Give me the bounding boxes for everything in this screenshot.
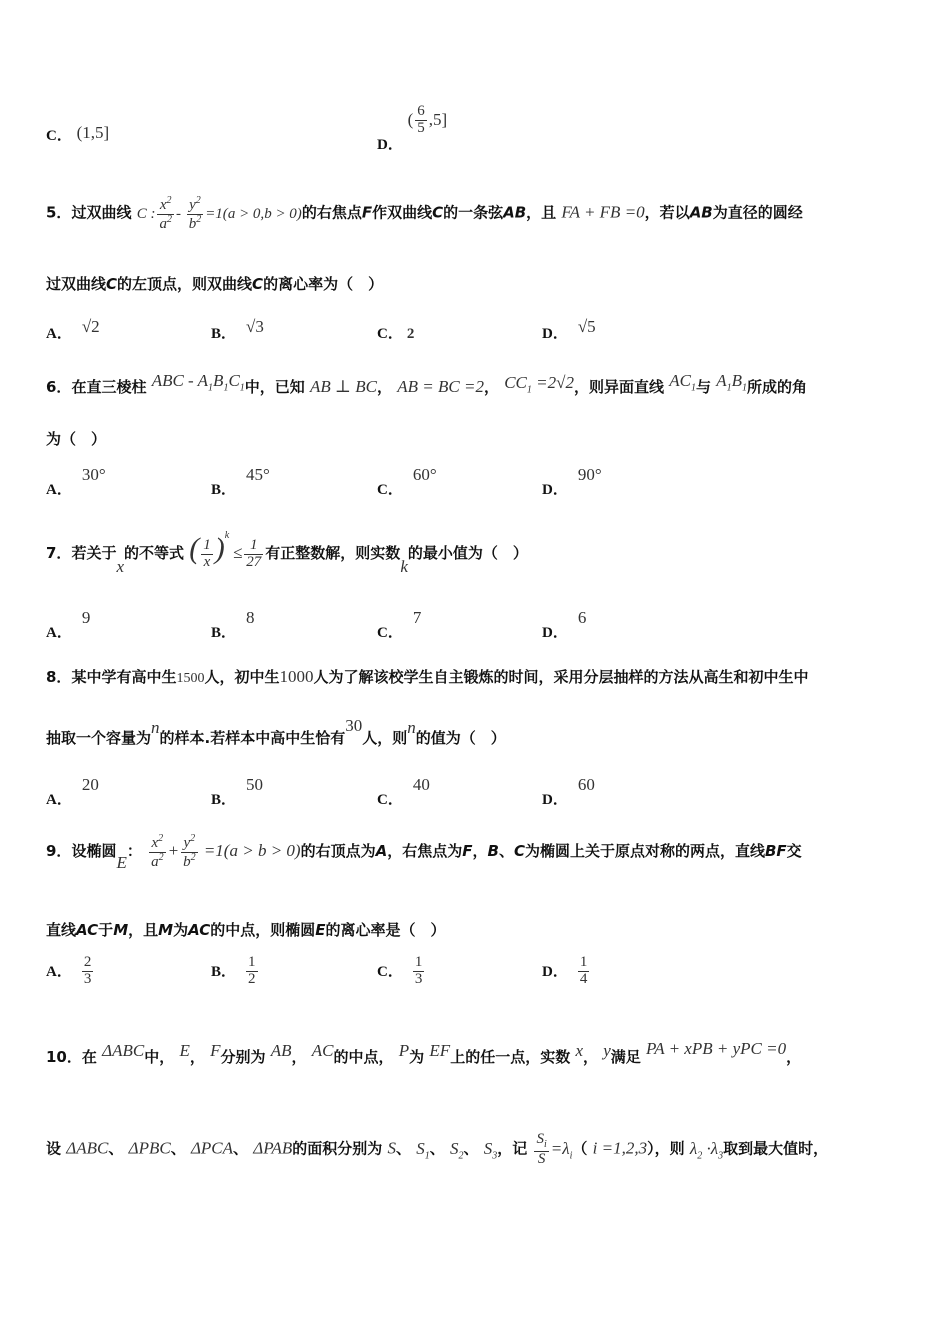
option-label: B． <box>211 792 237 808</box>
option-value: 20 <box>81 775 99 794</box>
option-label: C． <box>377 792 403 808</box>
text: 上的任一点，实数 <box>450 1048 571 1066</box>
text: 取到最大值时， <box>723 1139 829 1158</box>
curve-c: C <box>106 275 118 293</box>
option-label: A． <box>46 625 72 641</box>
variable-x: x <box>575 1041 583 1060</box>
number-30: 30 <box>345 716 363 735</box>
point-m: M <box>158 921 174 939</box>
point-b: B <box>487 842 499 861</box>
question-9-line-2 <box>46 919 446 940</box>
text: 某中学有高中生 <box>71 668 177 686</box>
text: 在直三棱柱 <box>71 378 147 396</box>
triangle-abc: ΔABC <box>66 1138 109 1158</box>
text: 人，则 <box>362 729 408 747</box>
q6-option-d[interactable] <box>542 465 602 499</box>
option-fraction <box>578 955 590 988</box>
text: ， <box>786 1048 802 1066</box>
text: 为 <box>173 921 189 939</box>
q6-option-c[interactable] <box>377 465 437 499</box>
option-value: √3 <box>246 317 264 336</box>
text: 的不等式 <box>124 544 185 562</box>
q4-option-d[interactable] <box>377 103 448 153</box>
segment-ab: AB <box>270 1041 292 1060</box>
variable-x: x <box>116 557 124 576</box>
line-ac1: $AC_1$ <box>669 371 696 394</box>
question-6-line-2 <box>46 428 106 449</box>
text: 、 <box>395 1139 411 1158</box>
text: 中，已知 <box>244 378 305 396</box>
question-number: 5． <box>46 203 72 222</box>
text: ， <box>291 1048 307 1066</box>
text: ， <box>472 842 488 861</box>
q7-option-b[interactable] <box>211 608 255 642</box>
option-label: D． <box>542 625 568 641</box>
option-label: D． <box>377 136 403 153</box>
q9-option-b[interactable] <box>211 955 260 988</box>
text: 人为了解该校学生自主锻炼的时间，采用分层抽样的方法从高生和初中生中 <box>313 668 809 686</box>
q6-option-a[interactable] <box>46 465 106 499</box>
option-label: B． <box>211 963 237 980</box>
lambda-product: $\lambda_2 \cdot\lambda_3$ <box>689 1138 724 1161</box>
q9-option-a[interactable] <box>46 955 95 988</box>
text: 的值为（ ） <box>415 729 506 747</box>
text: ），则 <box>647 1139 685 1158</box>
option-value: 30° <box>81 465 106 484</box>
text: ， <box>582 1048 598 1066</box>
question-6-line-1 <box>46 371 807 399</box>
text: 的面积分别为 <box>292 1139 383 1158</box>
fraction <box>415 104 427 137</box>
text: 的右顶点为 <box>300 842 376 861</box>
ellipse-e: E <box>116 853 127 873</box>
text: 交 <box>786 842 802 861</box>
text: ，记 <box>497 1139 528 1158</box>
point-p: P <box>398 1041 410 1060</box>
ellipse-e: E <box>315 921 326 939</box>
text: ，右焦点为 <box>387 842 463 861</box>
text: 抽取一个容量为 <box>46 729 152 747</box>
text: ，则异面直线 <box>573 378 664 396</box>
option-value: 45° <box>246 465 270 484</box>
point-f: F <box>462 842 473 861</box>
lambda-definition: $\frac{S_i}{S}$ $=\lambda_i$ <box>536 1131 573 1167</box>
line-ac: AC <box>188 921 211 939</box>
condition-perpendicular: AB ⊥ BC <box>310 377 378 396</box>
text: 的离心率是（ ） <box>325 921 446 939</box>
text: 与 <box>695 378 711 396</box>
text: 的中点，则椭圆 <box>210 921 316 939</box>
point-f: F <box>210 1041 221 1060</box>
triangle-pca: ΔPCA <box>190 1138 234 1158</box>
option-value: 8 <box>246 608 255 627</box>
q9-option-d[interactable] <box>542 955 591 988</box>
triangle-abc: ΔABC <box>102 1041 145 1060</box>
q5-option-a[interactable] <box>46 317 100 343</box>
text: 设椭圆 <box>71 842 117 861</box>
option-value: 7 <box>412 608 422 627</box>
q8-option-d[interactable] <box>542 775 595 809</box>
text: 、 <box>170 1139 186 1158</box>
point-a: A <box>375 842 388 861</box>
text: 中， <box>144 1048 175 1066</box>
text: 、 <box>429 1139 445 1158</box>
variable-n: n <box>407 718 416 737</box>
option-value-close: ,5] <box>428 109 448 129</box>
text: （ <box>572 1139 588 1158</box>
vector-equation: PA + xPB + yPC =0 <box>646 1039 787 1058</box>
option-value: 6 <box>577 608 587 627</box>
point-f: F <box>361 203 373 222</box>
question-8-line-1 <box>46 666 808 687</box>
text: 人，初中生 <box>204 668 280 686</box>
text: ， <box>189 1048 205 1066</box>
text: 于 <box>98 921 114 939</box>
q4-option-c[interactable] <box>46 124 109 145</box>
numerator: 1 <box>579 954 588 970</box>
q7-option-d[interactable] <box>542 608 587 642</box>
question-5-line-1 <box>46 196 803 233</box>
option-label: D． <box>542 963 568 980</box>
text: 作双曲线 <box>372 203 433 222</box>
question-10-line-2 <box>46 1132 828 1167</box>
option-label: D． <box>542 792 568 808</box>
inequality: ( $\frac{1}{x}$ )$^k$ ≤ $\frac{1}{27}$ <box>189 530 262 571</box>
point-c: C <box>513 842 525 861</box>
option-value-open: ( <box>407 109 414 129</box>
q5-option-d[interactable] <box>542 317 596 343</box>
question-7-line-1 <box>46 530 528 576</box>
curve-c: C <box>432 203 444 222</box>
q7-option-a[interactable] <box>46 608 91 642</box>
question-5-line-2 <box>46 273 383 294</box>
denominator: 3 <box>414 970 423 987</box>
area-s2: $S_2$ <box>449 1138 464 1161</box>
numerator: 1 <box>248 954 256 970</box>
vector-condition: FA + FB =0 <box>561 202 645 222</box>
area-s1: $S_1$ <box>416 1138 430 1161</box>
option-label: B． <box>211 326 237 342</box>
segment-ef: EF <box>429 1041 451 1060</box>
option-label: C． <box>377 326 403 342</box>
condition-cc1: $CC_1 =2√2$ <box>504 373 574 396</box>
number-1000: 1000 <box>279 667 314 686</box>
line-bf: BF <box>764 842 787 861</box>
text: 满足 <box>610 1048 641 1066</box>
text: 若关于 <box>71 544 117 562</box>
option-value: √2 <box>81 317 100 336</box>
q8-option-c[interactable] <box>377 775 430 809</box>
text: 的离心率为（ ） <box>263 275 384 293</box>
text: ， <box>377 378 393 396</box>
option-fraction <box>82 955 94 988</box>
text: ，且 <box>526 203 557 222</box>
segment-ac: AC <box>311 1041 334 1060</box>
line-a1b1: $A_1B_1$ <box>716 371 747 394</box>
option-label: D． <box>542 326 568 342</box>
text: 的最小值为（ ） <box>407 544 528 562</box>
denominator: 5 <box>417 119 425 136</box>
question-8-line-2 <box>46 716 506 748</box>
denominator: 3 <box>83 970 92 987</box>
text: 的样本.若样本中高中生恰有 <box>159 729 346 747</box>
q7-option-c[interactable] <box>377 608 422 642</box>
option-label: C． <box>46 128 72 144</box>
text: 在 <box>81 1048 97 1066</box>
text: 直线 <box>46 921 77 939</box>
denominator: 4 <box>579 970 588 987</box>
numerator: 2 <box>83 954 92 970</box>
question-number: 8． <box>46 668 72 686</box>
q9-option-c[interactable] <box>377 955 426 988</box>
option-value: (1,5] <box>76 123 110 142</box>
option-label: A． <box>46 482 72 498</box>
text: 设 <box>46 1139 62 1158</box>
option-value: √5 <box>577 317 596 336</box>
text: 、 <box>498 842 514 861</box>
option-label: B． <box>211 625 237 641</box>
point-e: E <box>179 1041 190 1060</box>
option-label: C． <box>377 625 403 641</box>
option-value: 50 <box>246 775 264 794</box>
text: 的一条弦 <box>443 203 504 222</box>
q5-option-c[interactable] <box>377 322 414 343</box>
text: 分别为 <box>220 1048 266 1066</box>
triangle-pbc: ΔPBC <box>128 1138 171 1158</box>
number-1500: 1500 <box>176 671 205 686</box>
option-label: A． <box>46 326 72 342</box>
option-fraction <box>246 955 258 988</box>
option-label: A． <box>46 792 72 808</box>
option-label: D． <box>542 482 568 498</box>
text: 、 <box>463 1139 479 1158</box>
text: 为椭圆上关于原点对称的两点，直线 <box>524 842 765 861</box>
text: 、 <box>233 1139 249 1158</box>
option-fraction <box>413 955 425 988</box>
chord-ab: AB <box>503 203 527 222</box>
text: 所成的角 <box>746 378 807 396</box>
hyperbola-equation: C : $\frac{x^2}{a^2}$ - $\frac{y^2}{b^2}$ =1(a > 0,b > 0) <box>136 195 302 232</box>
area-s3: $S_3$ <box>483 1138 498 1161</box>
question-10-line-1 <box>46 1039 802 1067</box>
text: 为直径的圆经 <box>712 203 803 222</box>
question-number: 10． <box>46 1048 82 1066</box>
question-number: 9． <box>46 842 72 861</box>
variable-k: k <box>400 557 408 576</box>
q8-option-b[interactable] <box>211 775 264 809</box>
numerator: 1 <box>414 954 423 970</box>
option-label: C． <box>377 482 403 498</box>
index-range: i =1,2,3 <box>592 1138 648 1158</box>
triangle-pab: ΔPAB <box>253 1138 293 1158</box>
point-m: M <box>113 921 129 939</box>
option-label: A． <box>46 963 72 980</box>
area-s: S <box>387 1138 396 1158</box>
option-value: 90° <box>577 465 602 484</box>
curve-c: C <box>252 275 264 293</box>
text: 过双曲线 <box>71 203 132 222</box>
question-number: 7． <box>46 544 72 562</box>
q5-option-b[interactable] <box>211 317 264 343</box>
text: 过双曲线 <box>46 275 107 293</box>
text: 为 <box>409 1048 425 1066</box>
q8-option-a[interactable] <box>46 775 99 809</box>
variable-n: n <box>151 718 160 737</box>
text: 、 <box>108 1139 124 1158</box>
text: ，且 <box>128 921 159 939</box>
question-9-line-1 <box>46 834 802 871</box>
condition-equal: AB = BC =2 <box>397 377 484 396</box>
chord-ab: AB <box>689 203 713 222</box>
option-value: 60 <box>577 775 595 794</box>
text: ， <box>483 378 499 396</box>
option-label: C． <box>377 963 403 980</box>
option-value: 9 <box>81 608 91 627</box>
ellipse-equation: $\frac{x^2}{a^2}$ + $\frac{y^2}{b^2}$ =1(a > b > 0) <box>151 833 301 870</box>
text: 有正整数解，则实数 <box>265 544 401 562</box>
option-value: 40 <box>412 775 430 794</box>
text: 的右焦点 <box>301 203 362 222</box>
text: 的中点， <box>333 1048 394 1066</box>
q6-option-b[interactable] <box>211 465 270 499</box>
option-value: 2 <box>406 326 415 342</box>
numerator: 6 <box>417 103 425 119</box>
text: ： <box>126 842 142 861</box>
text: ，若以 <box>644 203 690 222</box>
line-ac: AC <box>76 921 99 939</box>
question-number: 6． <box>46 378 72 396</box>
option-value: 60° <box>412 465 437 484</box>
variable-y: y <box>603 1041 611 1060</box>
option-label: B． <box>211 482 237 498</box>
prism-name: ABC - $A_1B_1C_1$ <box>151 371 245 394</box>
text: 为（ ） <box>46 430 107 448</box>
text: 的左顶点，则双曲线 <box>117 275 253 293</box>
denominator: 2 <box>248 970 256 987</box>
